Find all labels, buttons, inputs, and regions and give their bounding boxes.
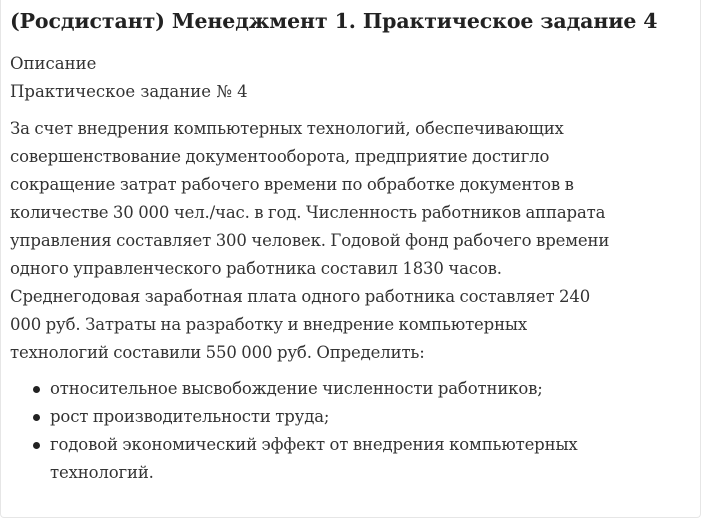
page-title: (Росдистант) Менеджмент 1. Практическое задание 4 (10, 9, 658, 33)
task-text-line: За счет внедрения компьютерных технологий, обеспечивающих (10, 119, 564, 138)
description-label: Описание (10, 54, 97, 73)
task-description (10, 115, 691, 367)
bullet-icon (33, 442, 40, 449)
list-item-text: рост производительности труда; (50, 407, 330, 426)
task-text-line: технологий составили 550 000 руб. Определить: (10, 343, 425, 362)
bullet-icon (33, 414, 40, 421)
task-subtitle: Практическое задание № 4 (10, 82, 248, 101)
task-text-line: Среднегодовая заработная плата одного работника составляет 240 (10, 287, 591, 306)
list-item (50, 431, 691, 487)
questions-list (10, 375, 691, 487)
bullet-icon (33, 386, 40, 393)
task-text-line: управления составляет 300 человек. Годовой фонд рабочего времени (10, 231, 610, 250)
list-item-text: технологий. (50, 463, 154, 482)
list-item-text: годовой экономический эффект от внедрения компьютерных (50, 435, 578, 454)
task-text-line: совершенствование документооборота, предприятие достигло (10, 147, 550, 166)
list-item-text: относительное высвобождение численности работников; (50, 379, 543, 398)
task-text-line: количестве 30 000 чел./час. в год. Численность работников аппарата (10, 203, 606, 222)
task-text-line: одного управленческого работника составил 1830 часов. (10, 259, 502, 278)
task-text-line: 000 руб. Затраты на разработку и внедрение компьютерных (10, 315, 528, 334)
list-item (50, 375, 691, 403)
list-item (50, 403, 691, 431)
task-text-line: сокращение затрат рабочего времени по обработке документов в (10, 175, 574, 194)
